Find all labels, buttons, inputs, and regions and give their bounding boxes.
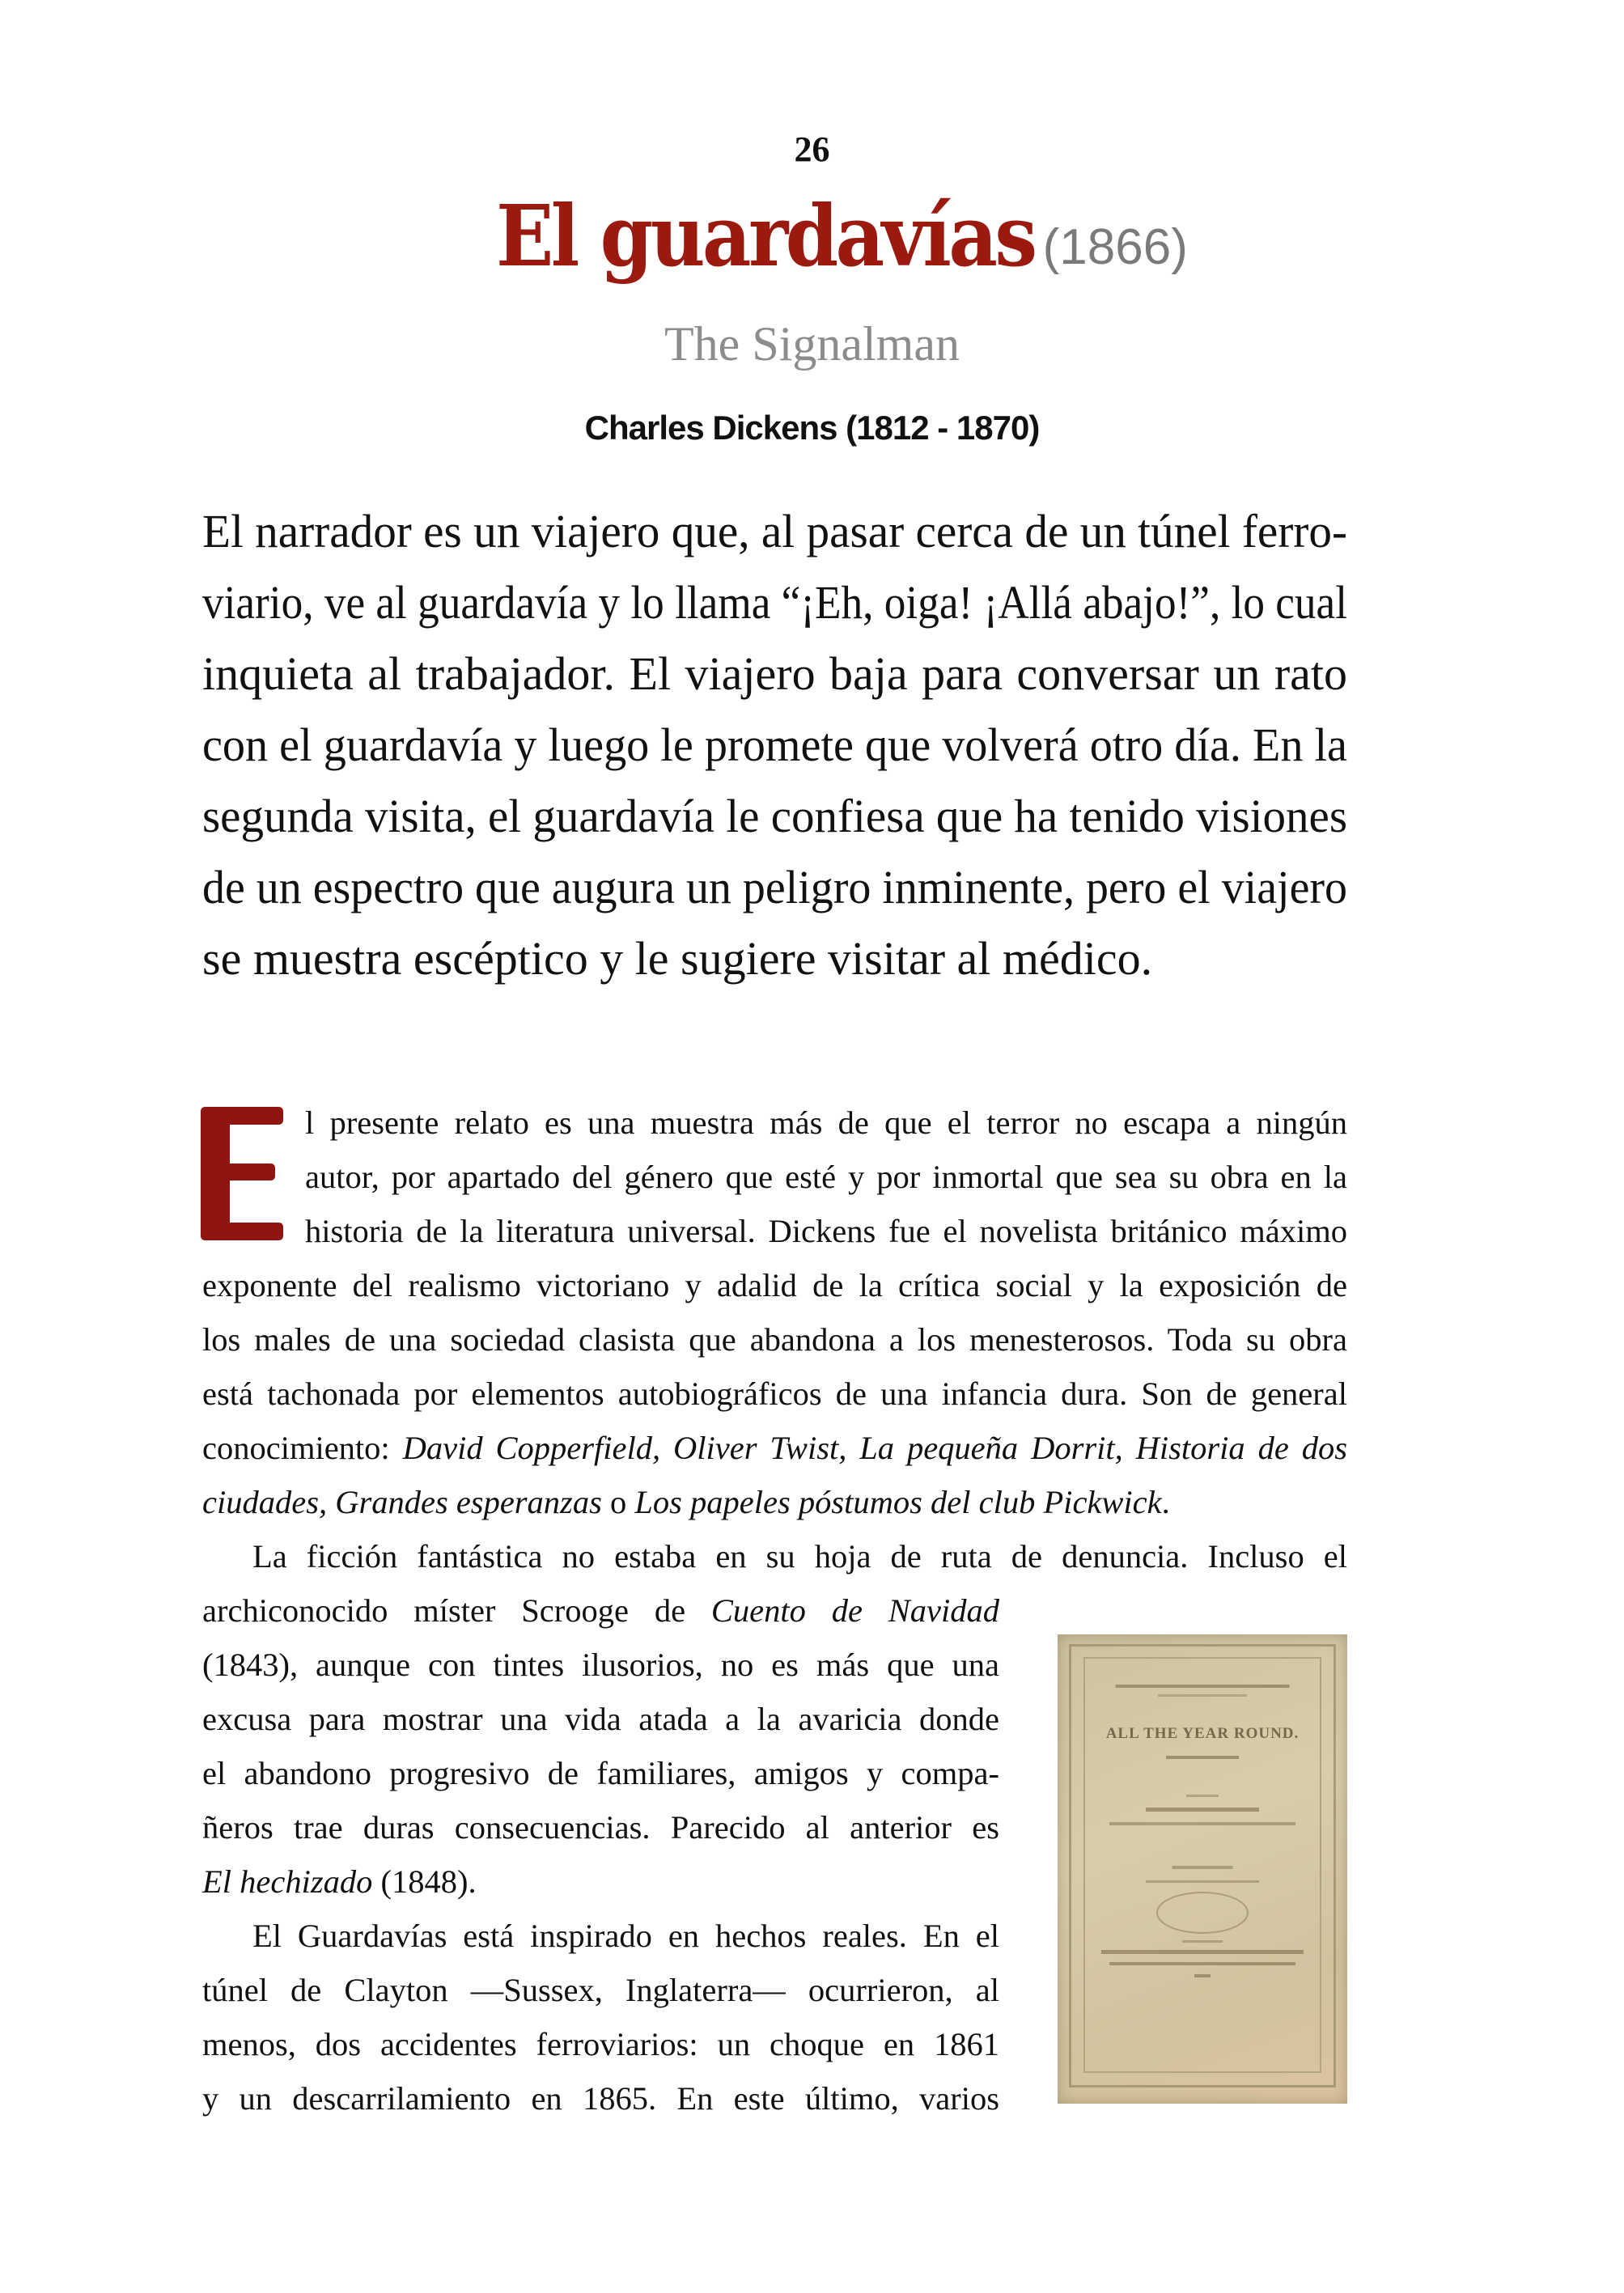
body-line: ñeros trae duras consecuencias. Parecido al anterior es bbox=[202, 1809, 999, 1846]
book-title-italic: Los papeles póstumos del club Pickwick bbox=[634, 1484, 1162, 1520]
body-line: l presente relato es una muestra más de que el terror no escapa a ningún bbox=[305, 1104, 1347, 1141]
body-text: o bbox=[601, 1484, 635, 1520]
body-text: conocimiento: bbox=[202, 1430, 403, 1466]
plate-rule bbox=[1109, 1962, 1295, 1965]
original-title: The Signalman bbox=[664, 317, 960, 371]
body-line bbox=[202, 1428, 1347, 1469]
book-title-italic: El hechizado bbox=[202, 1863, 373, 1900]
book-titles-italic: David Copperfield, Oliver Twist, La pequeña Dorrit, Historia de dos bbox=[402, 1430, 1347, 1466]
plate-rule bbox=[1109, 1822, 1295, 1825]
all-the-year-round-title-page-image bbox=[1058, 1634, 1347, 2104]
plate-rule bbox=[1116, 1685, 1290, 1688]
plate-rule bbox=[1186, 1795, 1219, 1797]
body-line: exponente del realismo victoriano y adalid de la crítica social y la exposición de bbox=[202, 1267, 1347, 1303]
summary-line: de un espectro que augura un peligro inminente, pero el viajero bbox=[202, 861, 1347, 913]
body-line: La ficción fantástica no estaba en su hoja de ruta de denuncia. Incluso el bbox=[252, 1538, 1347, 1575]
body-text: (1848). bbox=[372, 1863, 477, 1900]
plate-rule bbox=[1146, 1808, 1259, 1812]
summary-line: con el guardavía y luego le promete que volverá otro día. En la bbox=[202, 718, 1347, 771]
body-line bbox=[202, 1482, 1347, 1523]
body-text: archiconocido míster Scrooge de bbox=[202, 1592, 711, 1629]
page-number: 26 bbox=[794, 129, 830, 169]
body-line: túnel de Clayton —Sussex, Inglaterra— ocurrieron, al bbox=[202, 1972, 999, 2008]
body-line: el abandono progresivo de familiares, amigos y compa- bbox=[202, 1755, 999, 1791]
author-line: Charles Dickens (1812 - 1870) bbox=[584, 409, 1040, 447]
book-titles-italic: ciudades, Grandes esperanzas bbox=[202, 1484, 602, 1520]
plate-emblem bbox=[1156, 1892, 1249, 1934]
summary-line: viario, ve al guardavía y lo llama “¡Eh, oiga! ¡Allá abajo!”, lo cual bbox=[202, 576, 1347, 629]
body-line bbox=[202, 1862, 999, 1902]
chapter-title: El guardavías bbox=[496, 186, 1035, 286]
body-line: y un descarrilamiento en 1865. En este último, varios bbox=[202, 2080, 999, 2117]
chapter-year: (1866) bbox=[1042, 219, 1188, 275]
summary-line: se muestra escéptico y le sugiere visitar al médico. bbox=[202, 932, 1153, 985]
summary-line: segunda visita, el guardavía le confiesa que ha tenido visiones bbox=[202, 790, 1347, 842]
body-line bbox=[202, 1591, 999, 1631]
drop-cap-letter-e bbox=[201, 1107, 283, 1240]
drop-cap bbox=[201, 1107, 283, 1240]
plate-rule bbox=[1182, 1940, 1223, 1943]
chapter-title-row bbox=[0, 188, 1624, 311]
plate-rule bbox=[1166, 1756, 1239, 1759]
summary-line: inquieta al trabajador. El viajero baja para conversar un rato bbox=[202, 647, 1347, 700]
book-title-italic: Cuento de Navidad bbox=[710, 1592, 999, 1629]
body-line: los males de una sociedad clasista que abandona a los menesterosos. Toda su obra bbox=[202, 1321, 1347, 1358]
summary-line: El narrador es un viajero que, al pasar cerca de un túnel ferro- bbox=[202, 505, 1347, 557]
body-line: historia de la literatura universal. Dickens fue el novelista británico máximo bbox=[305, 1213, 1347, 1249]
plate-rule bbox=[1101, 1950, 1304, 1954]
body-line: excusa para mostrar una vida atada a la avaricia donde bbox=[202, 1701, 999, 1737]
plate-rule bbox=[1172, 1866, 1233, 1869]
plate-rule bbox=[1194, 1974, 1211, 1977]
body-line: autor, por apartado del género que esté y por inmortal que sea su obra en la bbox=[305, 1159, 1347, 1195]
plate-inner-frame bbox=[1083, 1657, 1321, 2073]
plate-rule bbox=[1158, 1694, 1247, 1697]
body-line: (1843), aunque con tintes ilusorios, no es más que una bbox=[202, 1647, 999, 1683]
body-text: . bbox=[1161, 1484, 1170, 1520]
body-line: está tachonada por elementos autobiográficos de una infancia dura. Son de general bbox=[202, 1375, 1347, 1412]
plate-rule bbox=[1146, 1880, 1259, 1883]
plate-masthead: ALL THE YEAR ROUND. bbox=[1105, 1725, 1300, 1742]
body-line: menos, dos accidentes ferroviarios: un choque en 1861 bbox=[202, 2026, 999, 2062]
body-line: El Guardavías está inspirado en hechos reales. En el bbox=[252, 1918, 999, 1954]
